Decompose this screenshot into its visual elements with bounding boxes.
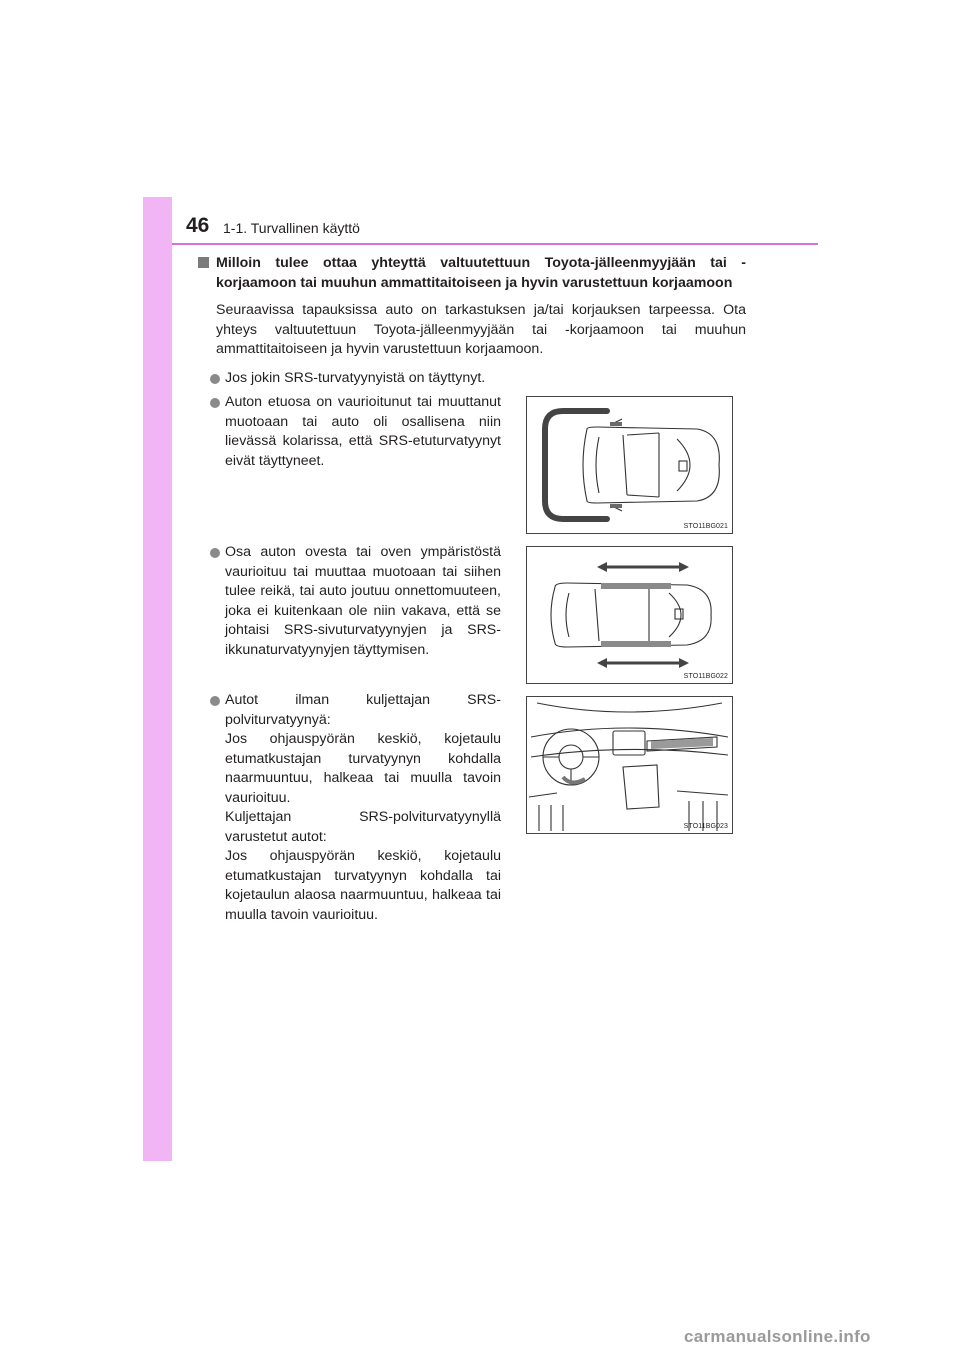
section-title-text: Milloin tulee ottaa yhteyttä valtuutettuun Toyota-jälleenmyyjään tai -korjaamoon tai muuhun ammattitaitoiseen ja hyvin varustettuun korjaamoon [216, 255, 746, 291]
chapter-side-tab [143, 197, 172, 1161]
running-title: 1-1. Turvallinen käyttö [223, 220, 360, 236]
bullet-text: Auton etuosa on vaurioitunut tai muuttanut muotoaan tai auto oli osallisena niin lievässä kolarissa, että SRS-etuturvatyynyt eivät täyttyneet. [225, 394, 501, 469]
bullet-item [210, 369, 745, 389]
square-bullet-icon [198, 257, 209, 268]
bullet-item [210, 543, 501, 660]
bullet-item [210, 691, 501, 925]
figure-label: STO11BG023 [683, 823, 728, 830]
car-top-view-side-icon [527, 547, 732, 683]
figure-side-damage [526, 546, 733, 684]
header-rule [172, 243, 818, 245]
bullet-dot-icon [210, 548, 220, 558]
bullet-text: Jos jokin SRS-turvatyynyistä on täyttynyt. [225, 370, 486, 386]
figure-dashboard [526, 696, 733, 834]
dashboard-steering-wheel-icon [527, 697, 732, 833]
section-intro: Seuraavissa tapauksissa auto on tarkastuksen ja/tai korjauksen tarpeessa. Ota yhteys valtuutettuun Toyota-jälleenmyyjään tai -korjaamoon tai muuhun ammattitaitoiseen ja hyvin varustettuun korjaamoon. [216, 302, 746, 357]
bullet-text: Osa auton ovesta tai oven ympäristöstä vaurioituu tai muuttaa muotoaan tai siihen tulee reikä, tai auto joutuu onnettomuuteen, joka ei kuitenkaan ole niin vakava, että se johtaisi SRS-sivuturvatyynyjen ja SRS-ikkunaturvatyynyjen täyttymisen. [225, 544, 501, 658]
car-top-view-front-icon [527, 397, 732, 533]
bullet-item [210, 393, 501, 471]
bullet-dot-icon [210, 374, 220, 384]
bullet-dot-icon [210, 398, 220, 408]
section [198, 253, 746, 360]
bullet-dot-icon [210, 696, 220, 706]
figure-label: STO11BG022 [683, 673, 728, 680]
page-number: 46 [186, 214, 210, 237]
watermark[interactable]: carmanualsonline.info [684, 1327, 871, 1346]
bullet-text: Autot ilman kuljettajan SRS-polviturvatyynyä: Jos ohjauspyörän keskiö, kojetaulu etumatkustajan turvatyynyn kohdalla naarmuuntuu, halkeaa tai muulla tavoin vaurioituu. Kuljettajan SRS-polviturvatyynyllä varustetut autot: Jos ohjauspyörän keskiö, kojetaulu etumatkustajan turvatyynyn kohdalla tai kojetaulun alaosa naarmuuntuu, halkeaa tai muulla tavoin vaurioituu. [225, 692, 501, 923]
figure-label: STO11BG021 [683, 523, 728, 530]
section-title [198, 253, 746, 293]
figure-front-damage [526, 396, 733, 534]
